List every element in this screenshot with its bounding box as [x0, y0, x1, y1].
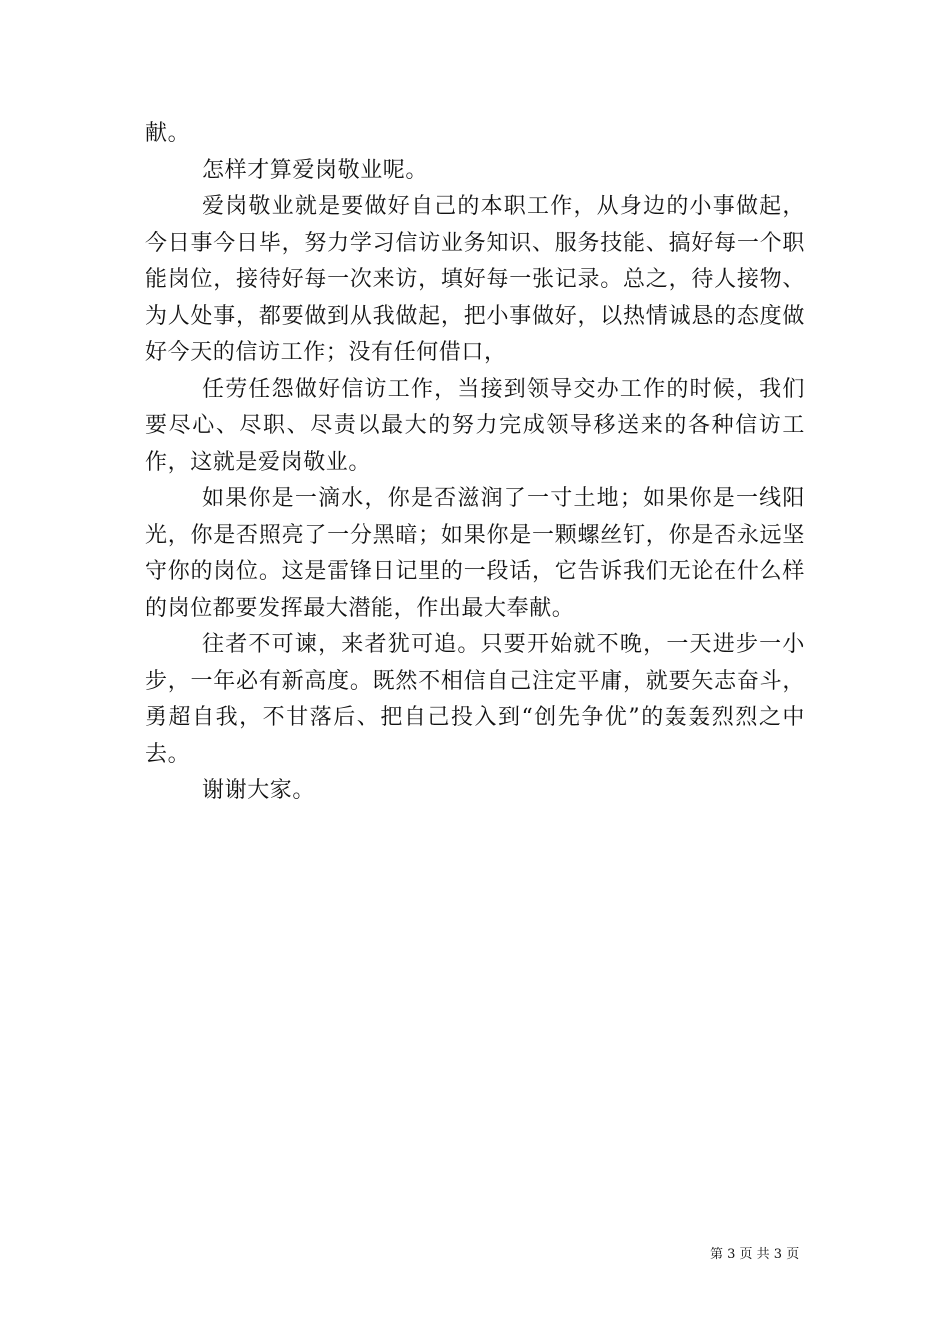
paragraph-definition: 爱岗敬业就是要做好自己的本职工作，从身边的小事做起，今日事今日毕，努力学习信访业务知识、服务技能、搞好每一个职能岗位，接待好每一次来访，填好每一张记录。总之，待人接物、为人处事，都要做到从我做起，把小事做好，以热情诚恳的态度做好今天的信访工作；没有任何借口，	[145, 194, 805, 365]
paragraph-closing: 谢谢大家。	[202, 778, 316, 803]
paragraph-question: 怎样才算爱岗敬业呢。	[202, 157, 429, 183]
paragraph-leifeng-quote: 如果你是一滴水，你是否滋润了一寸土地；如果你是一线阳光，你是否照亮了一分黑暗；如果你是一颗螺丝钉，你是否永远坚守你的岗位。这是雷锋日记里的一段话，它告诉我们无论在什么样的岗位都要发挥最大潜能，作出最大奉献。	[145, 486, 805, 621]
paragraph-diligence: 任劳任怨做好信访工作，当接到领导交办工作的时候，我们要尽心、尽职、尽责以最大的努力完成领导移送来的各种信访工作，这就是爱岗敬业。	[145, 376, 805, 475]
document-body	[145, 116, 805, 810]
page-number-footer: 第 3 页 共 3 页	[710, 1247, 800, 1262]
paragraph-encouragement: 往者不可谏，来者犹可追。只要开始就不晚，一天进步一小步，一年必有新高度。既然不相信自己注定平庸，就要矢志奋斗，勇超自我，不甘落后、把自己投入到“创先争优”的轰轰烈烈之中去。	[145, 632, 805, 767]
paragraph-continuation: 献。	[145, 121, 191, 146]
